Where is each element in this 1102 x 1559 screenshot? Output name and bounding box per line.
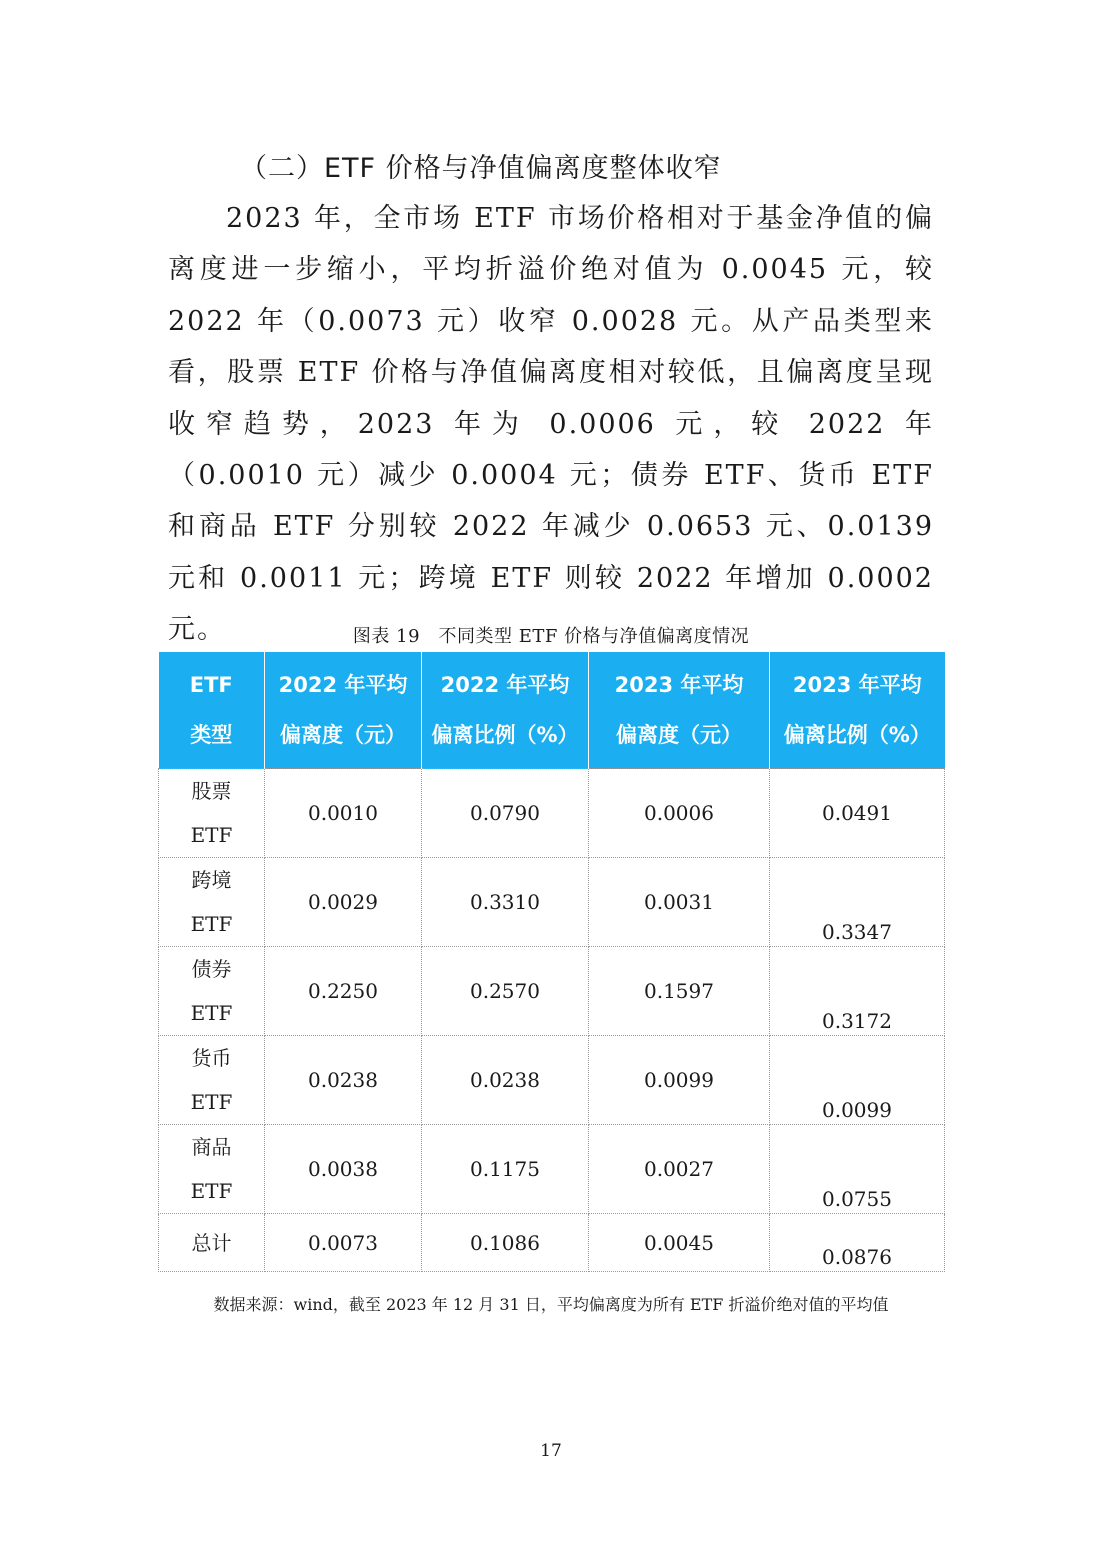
- cell-value: 0.0238: [422, 1036, 589, 1125]
- data-source-note: 数据来源：wind，截至 2023 年 12 月 31 日，平均偏离度为所有 ETF 折溢价绝对值的平均值: [213, 1295, 889, 1314]
- table-row: [159, 947, 945, 1036]
- cell-value: 0.0010: [265, 769, 422, 858]
- page-number: 17: [540, 1441, 562, 1461]
- cell-value: 0.1086: [422, 1214, 589, 1272]
- cell-value: 0.1175: [422, 1125, 589, 1214]
- cell-value: 0.3172: [770, 947, 945, 1036]
- table-row: [159, 1036, 945, 1125]
- cell-value: 0.0099: [589, 1036, 770, 1125]
- cell-value: 0.0027: [589, 1125, 770, 1214]
- cell-value: 0.2250: [265, 947, 422, 1036]
- cell-value: 0.0491: [770, 769, 945, 858]
- header-etf-type: ETF 类型: [159, 652, 265, 769]
- table-row: [159, 858, 945, 947]
- cell-type: 商品 ETF: [159, 1125, 265, 1214]
- cell-value: 0.0099: [770, 1036, 945, 1125]
- table-row: [159, 1125, 945, 1214]
- cell-type: 债券 ETF: [159, 947, 265, 1036]
- cell-value: 0.0755: [770, 1125, 945, 1214]
- table-row-total: [159, 1214, 945, 1272]
- paragraph-text: 2023 年，全市场 ETF 市场价格相对于基金净值的偏离度进一步缩小，平均折溢价绝对值为 0.0045 元，较 2022 年（0.0073 元）收窄 0.0028 元。从产品类型来看，股票 ETF 价格与净值偏离度相对较低，且偏离度呈现收窄趋势，2023 年为 0.0006 元，较 2022 年（0.0010 元）减少 0.0004 元；债券 ETF、货币 ETF 和商品 ETF 分别较 2022 年减少 0.0653 元、0.0139 元和 0.0011 元；跨境 ETF 则较 2022 年增加 0.0002 元。: [168, 203, 934, 646]
- header-2022-avg-deviation: 2022 年平均 偏离度（元）: [265, 652, 422, 769]
- cell-value: 0.1597: [589, 947, 770, 1036]
- table-header-row: [159, 652, 945, 769]
- cell-value: 0.0006: [589, 769, 770, 858]
- cell-value: 0.0045: [589, 1214, 770, 1272]
- cell-value: 0.2570: [422, 947, 589, 1036]
- cell-type: 货币 ETF: [159, 1036, 265, 1125]
- table-caption: 图表 19 不同类型 ETF 价格与净值偏离度情况: [352, 626, 750, 647]
- cell-value: 0.3310: [422, 858, 589, 947]
- cell-type: 股票 ETF: [159, 769, 265, 858]
- etf-deviation-table: [158, 652, 945, 1272]
- cell-value: 0.0038: [265, 1125, 422, 1214]
- body-paragraph: [168, 193, 934, 656]
- table-row: [159, 769, 945, 858]
- cell-value: 0.0031: [589, 858, 770, 947]
- cell-value: 0.3347: [770, 858, 945, 947]
- cell-value: 0.0876: [770, 1214, 945, 1272]
- cell-value: 0.0073: [265, 1214, 422, 1272]
- cell-type: 总计: [159, 1214, 265, 1272]
- cell-value: 0.0238: [265, 1036, 422, 1125]
- header-2023-avg-ratio: 2023 年平均 偏离比例（%）: [770, 652, 945, 769]
- cell-type: 跨境 ETF: [159, 858, 265, 947]
- cell-value: 0.0029: [265, 858, 422, 947]
- header-2023-avg-deviation: 2023 年平均 偏离度（元）: [589, 652, 770, 769]
- section-heading: （二）ETF 价格与净值偏离度整体收窄: [240, 153, 722, 184]
- header-2022-avg-ratio: 2022 年平均 偏离比例（%）: [422, 652, 589, 769]
- cell-value: 0.0790: [422, 769, 589, 858]
